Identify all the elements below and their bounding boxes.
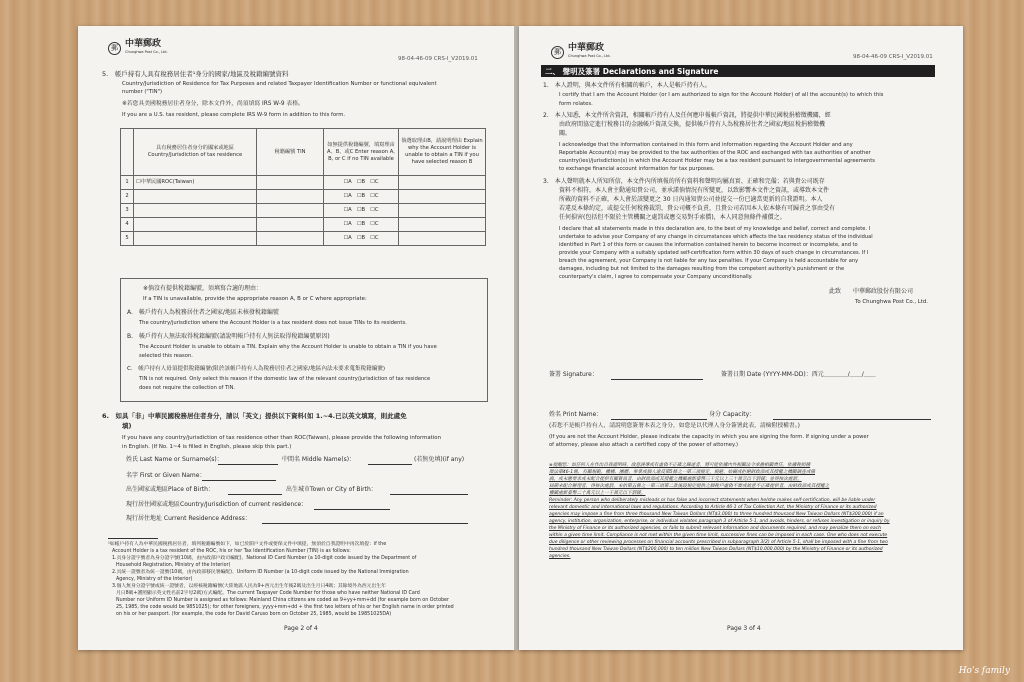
table-row: 4 ☐A ☐B ☐C [121,218,486,232]
tin-cell[interactable] [257,232,324,246]
footnote-divider [108,538,158,539]
col-explain: 倘選取理由B，請說明理由 Explain why the Account Holder is unable to obtain a TIN if you have selected reason B [399,129,486,176]
capacity-note-en2: of attorney, please also attach a certified copy of the power of attorney.) [549,442,738,448]
section5-heading-en2: number ("TIN") [122,89,163,95]
section5-note-en: If you are a U.S. tax resident, please complete IRS W-9 form in addition to this form. [122,112,346,118]
col-reason: 如無提供稅籍編號，填寫理由A、B、或C Enter reason A, B, or C if no TIN available [324,129,399,176]
declaration-2-en: Reportable Account(s) may be provided to the tax authorities of the ROC and exchanged with tax authorities of another [559,150,871,156]
tin-cell[interactable] [257,204,324,218]
form-page-3 [519,26,963,650]
section5-heading-en: Country/Jurisdiction of Residence for Tax Purposes and related Taxpayer Identification Number or functional equivalent [122,81,437,87]
birth-city-label: 出生城市Town or City of Birth： [286,486,377,493]
declaration-2-cn2: 由政府間協定進行稅務目的金融帳戶資訊交換，提供帳戶持有人為稅務居住者之國家/地區稅捐稽徵機 [559,121,826,128]
reasons-intro-en: If a TIN is unavailable, provide the appropriate reason A, B or C where appropriate: [143,296,367,302]
tin-cell[interactable] [257,190,324,204]
table-row: 3 ☐A ☐B ☐C [121,204,486,218]
page-number: Page 2 of 4 [284,625,318,632]
country-cell[interactable] [134,232,257,246]
middle-name-note: (若無免填)(if any) [414,456,465,463]
signature-date-label[interactable]: 簽署日期 Date (YYYY-MM-DD)：西元＿＿＿＿/＿＿/＿＿ [721,371,876,378]
table-row: 5 ☐A ☐B ☐C [121,232,486,246]
print-name-label: 姓名 Print Name： [549,411,603,418]
addressee-en: To Chunghwa Post Co., Ltd. [855,299,929,305]
section6-heading-cn: 6. 如具「非」中華民國稅務居住者身分，請以「英文」提供以下資料(如 1.~4.已以英文填寫，則此處免 [102,412,407,420]
col-tin: 稅籍編號 TIN [257,129,324,176]
reason-c-en: TIN is not required. Only select this reason if the domestic law of the relevant country/jurisdiction of tax residence [139,376,431,382]
declaration-3-cn: 資料不相符，本人會主動通知貴公司，並承諾倘情況有所變更，以致影響本文件之資訊，或導致本文件 [559,187,830,194]
declaration-3-en: provide your Company with a suitably updated self-certification form within 30 days of such change in circumstances. If I [559,250,869,256]
section5-heading-cn: 5. 帳戶持有人具有稅務居住者¹身分的國家/地區及稅籍編號資料 [102,70,289,78]
country-cell[interactable] [134,204,257,218]
current-country-label: 現行居住國家或地區Country/Jurisdiction of current residence： [126,501,308,508]
declaration-2-en: I acknowledge that the information contained in this form and information regarding the Account Holder and any [559,142,853,148]
explain-cell[interactable] [399,218,486,232]
print-name-field[interactable] [611,411,707,420]
reasons-intro-cn: ※倘沒有提供稅籍編號，須填寫合適的理由： [143,285,263,292]
chunghwa-post-logo: 郵 中華郵政 Chunghwa Post Co., Ltd. [551,44,611,60]
reason-c-en2: does not require the collection of TIN. [139,385,236,391]
country-cell[interactable] [134,190,257,204]
table-row: 1 ☐中華民國ROC(Taiwan) ☐A ☐B ☐C [121,176,486,190]
col-country: 具有稅務居住者身分的國家或地區 Country/Jurisdiction of tax residence [134,129,257,176]
post-logo-icon: 郵 [108,42,121,55]
declaration-3-cn: 若違反本條約定，或提交任何稅務裁罰，貴公司概不負責，且貴公司若因本人依本條有可歸責之事由受有 [559,205,836,212]
declaration-3-en: breach the agreement, your Company is not liable for any tax penalties. If your Company is held accountable for any [559,258,859,264]
current-country-field[interactable] [314,501,390,510]
reason-b-en: The Account Holder is unable to obtain a TIN. Explain why the Account Holder is unable to obtain a TIN if you have [139,344,437,350]
explain-cell[interactable] [399,204,486,218]
form-code: 98-04-46-09 CRS-I_V2019.01 [853,54,933,60]
explain-cell[interactable] [399,190,486,204]
declaration-3-cn: 任何損害(包括但不限於主管機關之處罰或應交易對手索償)，本人同意無條件補償之。 [559,214,786,221]
declarations-section-title: 二、 聲明及簽署 Declarations and Signature [541,65,935,77]
middle-name-label: 中間名 Middle Name(s)： [282,456,356,463]
reason-b-cn: B. 帳戶持有人無法取得稅籍編號(請說明帳戶持有人無法取得稅籍編號原因) [127,333,330,340]
tin-cell[interactable] [257,218,324,232]
watermark-text: Ho's family [958,666,1010,676]
last-name-field[interactable] [218,456,278,465]
reasons-box [120,278,488,402]
section6-heading-cn2: 填) [122,422,132,430]
capacity-label: 身分 Capacity： [709,411,756,418]
reason-checkboxes[interactable]: ☐A ☐B ☐C [324,218,399,232]
declaration-2-en: to exchange financial account information for tax purposes. [559,166,715,172]
penalty-reminder: ※提醒您：如任何人在作出自我證明時，故意誤導或有虛偽不正確之陳述者，將可能依據內外相關法令承擔相關責任。依據稅捐稽 徵法第46-1條，有關規範、機構、團體、事業或個人違反第5條之一第三項規定，規避、妨礙或拒絕財政部或其授權之機關調查或備 詢，或未應要求或未配合提供有關資訊者，由財政部或其授權之機關處新臺幣三千元以上三十萬元以下罰鍰；並得按次處罰。 屆期未配合辦理者，得按次處罰。未依第五條之一第三項第二款後段規定提供之個稅戶虛偽不實或故意不正確提供者，由財政部或其授權之 機關處新臺幣二十萬元以上一千萬元以下罰鍰。 Reminder: Any person who deliberately misleads or has false and incorrect statements when he/she makes self-certification, will be liable under relevant domestic and international laws and regulations. According to Article 46-1 of Tax Collection Act, the Ministry of Finance or its authorized agencies may impose a fine from three thousand New Taiwan Dollars (NT$3,000) to three hundred thousand New Taiwan Dollars (NT$300,000) if an agency, institution, organization, enterprise, or individual violates paragraph 3 of Article 5-1, and avoids, hinders, or refuses investigation or inquiry by the Ministry of Finance or its authorized agencies, or fails to submit relevant information and documents required, and may penalize them on each within a given time limit. Compliance is not met within the given time limit, successive fines can be imposed in each case. One who does not execute due diligence or other reviewing processes on financial accounts prescribed in subparagraph 3(2) of Article 5-1, shall be imposed with a fine from two hundred thousand New Taiwan Dollars (NT$200,000) to ten million New Taiwan Dollars (NT$10,000,000) by the Ministry of Finance or its authorized agencies. [549,463,890,559]
section6-en2: in English. (If No. 1~4 is filled in English, please skip this part.) [122,444,292,450]
birth-country-label: 出生國家或地區Place of Birth： [126,486,214,493]
first-name-label: 名字 First or Given Name： [126,472,206,479]
tax-residence-table [120,128,486,246]
first-name-field[interactable] [202,472,276,481]
post-logo-icon: 郵 [551,46,564,59]
addressee-cn: 此致 中華郵政股份有限公司 [829,288,914,295]
chunghwa-post-logo: 郵 中華郵政 Chunghwa Post Co., Ltd. [108,40,168,56]
declaration-2-cn: 2. 本人知悉，本文件所含資訊，相關帳戶持有人及任何應申報帳戶資訊，將提供中華民國稅捐稽徵機關，經 [543,112,831,119]
current-address-field[interactable] [262,515,468,524]
capacity-field[interactable] [773,411,931,420]
middle-name-field[interactable] [368,456,412,465]
table-header-row [121,129,486,176]
declaration-3-en: I declare that all statements made in this declaration are, to the best of my knowledge and belief, correct and complete. I [559,226,871,232]
birth-country-field[interactable] [228,486,282,495]
signature-label: 簽署 Signature： [549,371,598,378]
table-row: 2 ☐A ☐B ☐C [121,190,486,204]
country-cell[interactable]: ☐中華民國ROC(Taiwan) [134,176,257,190]
reason-a-cn: A. 帳戶持有人為稅務居住者之國家/地區未核發稅籍編號 [127,309,279,316]
declaration-3-en: counterparty's claim, I agree to compensate your Company unconditionally. [559,274,753,280]
form-code: 98-04-46-09 CRS-I_V2019.01 [398,56,478,62]
reason-c-cn: C. 帳戶持有人毋須提供稅籍編號(限於該帳戶持有人為稅務居住者之國家/地區內法未要求蒐集稅籍編號) [127,366,386,372]
declaration-3-en: identified in Part 1 of this form or causes the information contained herein to become incorrect or incomplete, and to [559,242,858,248]
current-address-label: 現行居住地址 Current Residence Address： [126,515,251,522]
declaration-3-cn: 所載的資料不正確，本人會於該變更之 30 日內通知貴公司並提交一份已適當更新的自我證明。本人 [559,196,823,203]
birth-city-field[interactable] [390,486,468,495]
capacity-note-cn: (若您不是帳戶持有人，請說明您簽署本表之身分，如您是以代理人身分簽署此表，請檢附授權書。) [549,423,800,429]
reason-checkboxes[interactable]: ☐A ☐B ☐C [324,190,399,204]
footnotes: ¹如帳戶持有人為中華民國稅務居住者，填列稅籍編號如下，如已於開戶文件或要保文件中填提，無須於自我證明中再次填提：if the Account Holder is a tax resident of the ROC, his or her Tax Identification Number (TIN) is as follows: 1.具身分證字號者為身分證字號(10碼，由內政部戶政司編配)、National ID Card Number (a 10-digit code issued by the Department of Household Registration, Ministry of the Interior) 2.具統一證號者為統一證號(10碼，由內政部移民署編配)、Uniform ID Number (a 10-digit code issued by the National Immigration Agency, Ministry of the Interior) 3.個人無身分證字號或統一證號者，以經核稅籍編號(大陸地區人民為9+西元出生年後2碼及出生月日4碼；其餘境外為西元出生年 月日8碼+護照顯示英文姓名前2字母2碼)方式編配。The current Taxpayer Code Number for those who have neither National ID Card Number nor Uniform ID Number is assigned as follows: Mainland China citizens are coded as 9+yy+mm+dd (for example born on October 25, 1985, the code would be 9851025); for other foreigners, yyyy+mm+dd + the first two letters of his or her English name in order printed on his or her passport. (for example, the code for David Caruso born on October 25, 1985, would be 19851025DA) [108,542,454,617]
declaration-1-cn: 1. 本人證明，與本文件所有相關的帳戶，本人是帳戶持有人。 [543,82,711,89]
declaration-2-cn3: 關。 [559,130,572,137]
signature-field[interactable] [611,371,703,380]
country-cell[interactable] [134,218,257,232]
declaration-3-cn: 3. 本人聲明就本人所知所信，本文件內所填報的所有資料和聲明均屬真實、正確和完備；若與貴公司既存 [543,178,825,185]
declaration-1-en2: form relates. [559,101,593,107]
declaration-1-en: I certify that I am the Account Holder (or I am authorized to sign for the Account Holder) of all the account(s) to which this [559,92,884,98]
section5-note-cn: ※若您具美國稅務居住者身分，除本文件外，尚須填寫 IRS W-9 表格。 [122,101,304,107]
declaration-3-en: undertake to advise your Company of any change in circumstances which affects the tax residency status of the individual [559,234,873,240]
form-page-2 [78,26,514,650]
capacity-note-en: (If you are not the Account Holder, please indicate the capacity in which you are signing the form. If signing under a power [549,434,869,440]
explain-cell[interactable] [399,232,486,246]
tin-cell[interactable] [257,176,324,190]
last-name-label: 姓氏 Last Name or Surname(s)： [126,456,223,463]
section6-en1: If you have any country/jurisdiction of tax residence other than ROC(Taiwan), please provide the following information [122,435,441,441]
reason-checkboxes[interactable]: ☐A ☐B ☐C [324,232,399,246]
declaration-2-en: country(ies)/jurisdiction(s) in which the Account Holder may be a tax resident pursuant to intergovernmental agreements [559,158,875,164]
reason-checkboxes[interactable]: ☐A ☐B ☐C [324,204,399,218]
declaration-3-en: damages, including but not limited to the damages resulting from the competent authority's punishment or the [559,266,845,272]
page-number: Page 3 of 4 [727,625,761,632]
reason-a-en: The country/jurisdiction where the Account Holder is a tax resident does not issue TINs to its residents. [139,320,407,326]
reason-b-en2: selected this reason. [139,353,193,359]
explain-cell[interactable] [399,176,486,190]
reason-checkboxes[interactable]: ☐A ☐B ☐C [324,176,399,190]
